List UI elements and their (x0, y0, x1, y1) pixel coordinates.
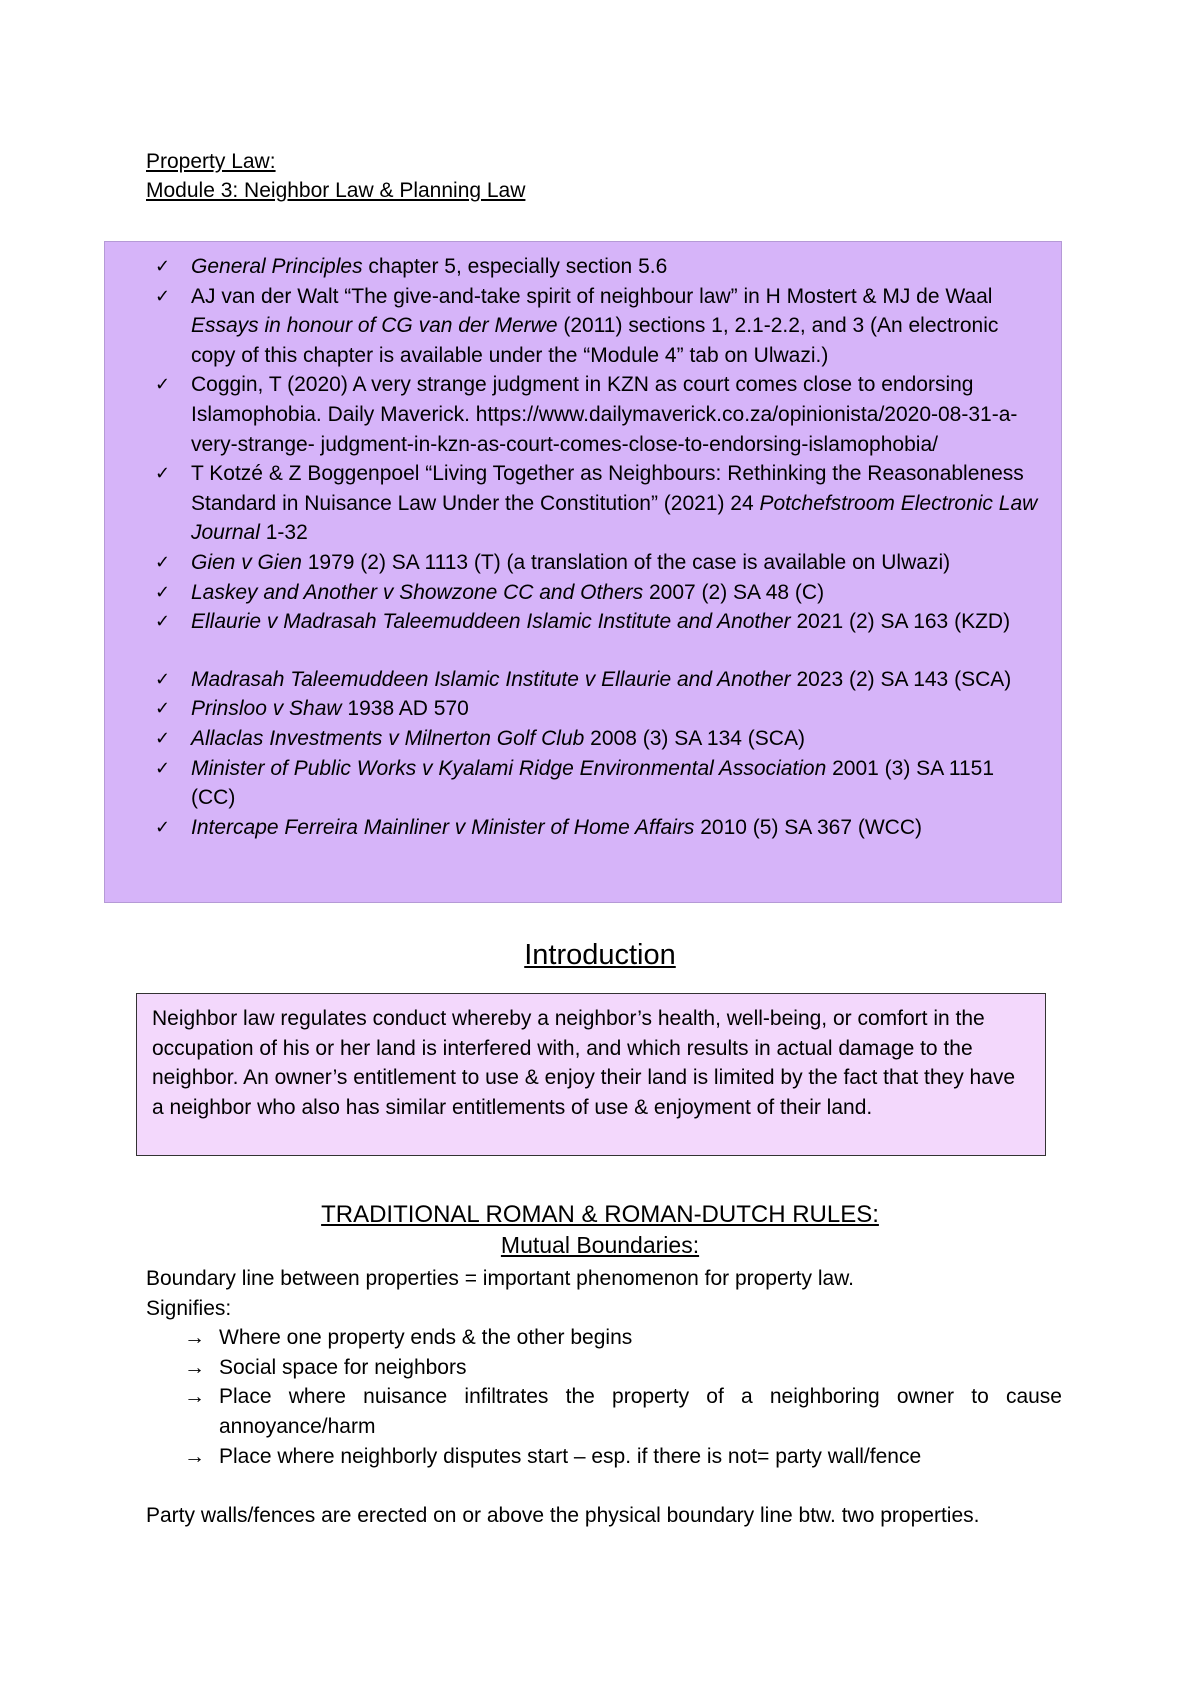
reading-item (105, 813, 1061, 843)
reading-item (105, 282, 1061, 371)
course-title: Property Law: (146, 150, 276, 173)
reading-item-text: (2011) sections 1, 2.1-2.2, and 3 (An electronic copy of this chapter is available under the “Module 4” tab on Ulwazi.) (191, 314, 999, 367)
signifies-item (146, 1323, 1062, 1353)
module-title: Module 3: Neighbor Law & Planning Law (146, 179, 526, 202)
reading-item-text: Coggin, T (2020) A very strange judgment in KZN as court comes close to endorsing Islamophobia. Daily Maverick. https://www.dailymaverick.co.za/opinionista/2020-08-31-a-very-strange- judgment-in-kzn-as-court-comes-close-to-endorsing-islamophobia/ (191, 373, 1018, 456)
signifies-list (146, 1323, 1062, 1471)
signifies-item-text: Where one property ends & the other begins (219, 1326, 633, 1350)
reading-item-text: Gien v Gien (191, 550, 302, 574)
checkmark-icon: ✓ (155, 668, 171, 689)
reading-item (105, 754, 1061, 813)
section-heading-main: TRADITIONAL ROMAN & ROMAN-DUTCH RULES: (321, 1201, 879, 1228)
reading-item-text: Potchefstroom Electronic Law Journal (191, 491, 1038, 545)
reading-item (105, 724, 1061, 754)
reading-item-text: 2010 (5) SA 367 (WCC) (694, 815, 922, 839)
arrow-icon: → (184, 1355, 205, 1379)
reading-list (105, 252, 1061, 842)
signifies-item-text: Place where nuisance infiltrates the property of a neighboring owner to cause annoyance/harm (219, 1385, 1062, 1438)
reading-item (105, 370, 1061, 459)
arrow-icon: → (184, 1385, 205, 1409)
reading-list-box (104, 241, 1062, 903)
checkmark-icon: ✓ (155, 256, 171, 276)
reading-item-text: 1979 (2) SA 1113 (T) (a translation of the case is available on Ulwazi) (301, 550, 951, 574)
party-walls-paragraph: Party walls/fences are erected on or above the physical boundary line btw. two properties. (146, 1503, 980, 1527)
arrow-icon: → (184, 1444, 205, 1468)
signifies-item (146, 1442, 1062, 1472)
reading-item-text: chapter 5, especially section 5.6 (362, 255, 668, 278)
section-body (146, 1264, 1062, 1530)
signifies-label: Signifies: (146, 1296, 232, 1320)
reading-item-text: 2007 (2) SA 48 (C) (643, 580, 825, 604)
reading-item-text: Minister of Public Works v Kyalami Ridge Environmental Association (191, 756, 827, 780)
boundary-paragraph: Boundary line between properties = important phenomenon for property law. (146, 1267, 855, 1290)
reading-item (105, 665, 1061, 695)
reading-item-text: Prinsloo v Shaw (191, 697, 342, 721)
reading-item-text: 1938 AD 570 (341, 697, 469, 721)
checkmark-icon: ✓ (155, 757, 171, 778)
reading-item-text: AJ van der Walt “The give-and-take spirit of neighbour law” in H Mostert & MJ de Waal (191, 284, 993, 308)
checkmark-icon: ✓ (155, 463, 171, 484)
signifies-item (146, 1382, 1062, 1441)
reading-item (105, 252, 1061, 282)
reading-item-text: Essays in honour of CG van der Merwe (191, 314, 558, 338)
document-header (146, 147, 525, 205)
introduction-text: Neighbor law regulates conduct whereby a neighbor’s health, well-being, or comfort in the occupation of his or her land is interfered with, and which results in actual damage to the neighbor. An owner’s entitlement to use & enjoy their land is limited by the fact that they have a neighbor who also has similar entitlements of use & enjoyment of their land. (152, 1007, 1016, 1119)
checkmark-icon: ✓ (155, 816, 171, 837)
section-heading-sub: Mutual Boundaries: (500, 1232, 700, 1258)
reading-item-text: 2001 (3) SA 1151 (CC) (191, 756, 995, 810)
reading-item-text: T Kotzé & Z Boggenpoel “Living Together as Neighbours: Rethinking the Reasonableness Standard in Nuisance Law Under the Constitution” (2021) 24 (191, 462, 1024, 515)
signifies-item-text: Social space for neighbors (219, 1355, 467, 1379)
reading-item-text: Intercape Ferreira Mainliner v Minister of Home Affairs (191, 815, 695, 839)
reading-item-text: Madrasah Taleemuddeen Islamic Institute v Ellaurie and Another (191, 667, 791, 691)
reading-item (105, 694, 1061, 724)
reading-item (105, 459, 1061, 548)
checkmark-icon: ✓ (155, 551, 171, 572)
reading-item-text: Laskey and Another v Showzone CC and Others (191, 580, 644, 604)
reading-item-text: 2023 (2) SA 143 (SCA) (790, 667, 1012, 691)
reading-item (105, 607, 1061, 637)
checkmark-icon: ✓ (155, 611, 171, 632)
checkmark-icon: ✓ (155, 285, 171, 306)
checkmark-icon: ✓ (155, 374, 171, 395)
checkmark-icon: ✓ (155, 581, 171, 602)
reading-item-text: Allaclas Investments v Milnerton Golf Club (191, 726, 585, 750)
reading-item-text: Ellaurie v Madrasah Taleemuddeen Islamic Institute and Another (191, 610, 791, 634)
checkmark-icon: ✓ (155, 727, 171, 748)
reading-item (105, 578, 1061, 608)
reading-item-text: 1-32 (259, 521, 308, 545)
signifies-item (146, 1353, 1062, 1383)
arrow-icon: → (184, 1326, 205, 1350)
introduction-box (136, 993, 1046, 1156)
reading-item-text: 2021 (2) SA 163 (KZD) (790, 610, 1011, 634)
reading-item-text: 2008 (3) SA 134 (SCA) (584, 726, 805, 750)
reading-item-text: General Principles (191, 255, 363, 278)
introduction-heading: Introduction (524, 939, 676, 971)
checkmark-icon: ✓ (155, 698, 171, 719)
signifies-item-text: Place where neighborly disputes start – esp. if there is not= party wall/fence (219, 1444, 922, 1468)
section-heading (0, 1199, 1200, 1261)
reading-item (105, 548, 1061, 578)
